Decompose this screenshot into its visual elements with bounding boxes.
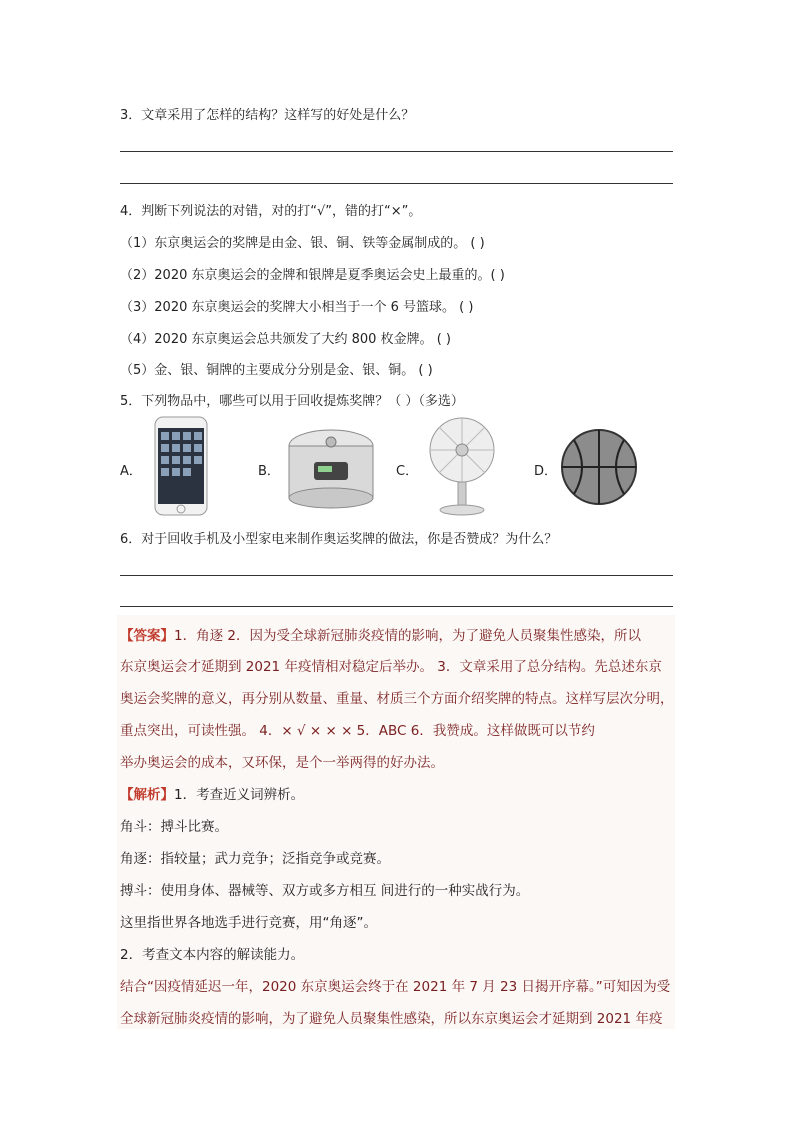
answer-line-1: 【答案】1．角逐 2．因为受全球新冠肺炎疫情的影响，为了避免人员聚集性感染，所以: [120, 628, 641, 644]
question-4-title: 4．判断下列说法的对错，对的打“√”，错的打“×”。: [120, 204, 422, 219]
choice-d-label: D．: [534, 464, 558, 479]
question-4-item: （4）2020 东京奥运会总共颁发了大约 800 枚金牌。 ( ): [120, 332, 451, 347]
choice-a-label: A．: [120, 464, 142, 479]
answer-line: [120, 606, 673, 607]
analysis-line: 2．考查文本内容的解读能力。: [120, 947, 305, 963]
analysis-quote-line: 结合“因疫情延迟一年，2020 东京奥运会终于在 2021 年 7 月 23 日揭开序幕。”可知因为受: [120, 979, 671, 995]
answer-line-4: 重点突出，可读性强。 4．× √ × × × 5．ABC 6．我赞成。这样做既可以节约: [120, 723, 595, 739]
question-5-title: 5．下列物品中，哪些可以用于回收提炼奖牌？（ ）（多选）: [120, 394, 464, 409]
analysis-line-1: 【解析】1．考查近义词辨析。: [120, 787, 305, 803]
choice-c-label: C．: [396, 464, 419, 479]
choice-b-label: B．: [258, 464, 280, 479]
electric-fan-icon: [426, 416, 498, 516]
question-4-item: （1）东京奥运会的奖牌是由金、银、铜、铁等金属制成的。 ( ): [120, 236, 485, 251]
question-4-item: （5）金、银、铜牌的主要成分分别是金、银、铜。 ( ): [120, 363, 433, 378]
question-4-item: （2）2020 东京奥运会的金牌和银牌是夏季奥运会史上最重的。( ): [120, 268, 505, 283]
analysis-quote-line: 全球新冠肺炎疫情的影响，为了避免人员聚集性感染，所以东京奥运会才延期到 2021 年疫: [120, 1011, 663, 1027]
analysis-line: 这里指世界各地选手进行竞赛，用“角逐”。: [120, 915, 377, 931]
rice-cooker-icon: [284, 424, 378, 510]
question-3: 3．文章采用了怎样的结构？这样写的好处是什么？: [120, 108, 415, 123]
answer-line-5: 举办奥运会的成本，又环保，是个一举两得的好办法。: [120, 755, 444, 771]
answer-line-3: 奥运会奖牌的意义，再分别从数量、重量、材质三个方面介绍奖牌的特点。这样写层次分明，: [120, 691, 674, 707]
answer-line: [120, 575, 673, 576]
question-4-item: （3）2020 东京奥运会的奖牌大小相当于一个 6 号篮球。 ( ): [120, 300, 474, 315]
answer-line: [120, 183, 673, 184]
choice-d[interactable]: [534, 416, 664, 516]
answer-line-2: 东京奥运会才延期到 2021 年疫情相对稳定后举办。 3．文章采用了总分结构。先总述东京: [120, 659, 662, 675]
smartphone-icon: [154, 416, 208, 516]
analysis-line: 角斗：搏斗比赛。: [120, 819, 228, 835]
answer-line: [120, 151, 673, 152]
analysis-line: 搏斗：使用身体、器械等、双方或多方相互 间进行的一种实战行为。: [120, 883, 530, 899]
choice-a[interactable]: [120, 416, 240, 516]
question-6: 6．对于回收手机及小型家电来制作奥运奖牌的做法，你是否赞成？为什么？: [120, 532, 558, 547]
choice-c[interactable]: [396, 416, 526, 516]
analysis-line: 角逐：指较量；武力竞争；泛指竞争或竞赛。: [120, 851, 390, 867]
basketball-icon: [560, 428, 638, 506]
analysis-tag: 【解析】: [120, 787, 174, 803]
answer-tag: 【答案】: [120, 628, 174, 644]
choice-b[interactable]: [258, 416, 388, 516]
